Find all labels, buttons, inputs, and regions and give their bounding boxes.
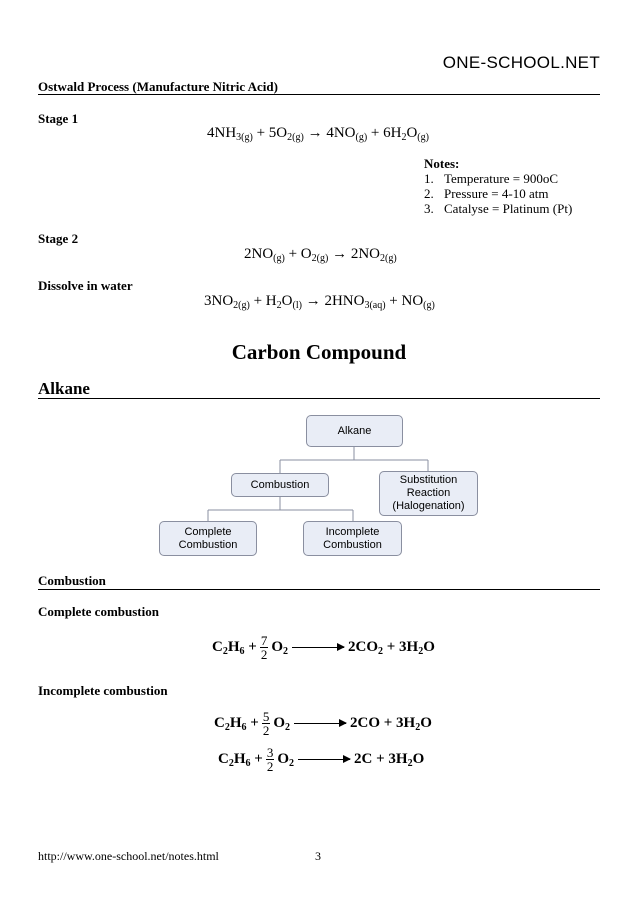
node-complete-combustion: Complete Combustion bbox=[159, 521, 257, 556]
formula-subscript: 2 bbox=[378, 646, 383, 657]
incomplete-equation-1 bbox=[214, 710, 432, 737]
formula-text: 2CO + 3H bbox=[350, 715, 416, 731]
equation-oxygen bbox=[271, 639, 288, 656]
dissolve-label: Dissolve in water bbox=[38, 278, 133, 293]
formula-subscript: (g) bbox=[417, 132, 429, 143]
equation-reactants bbox=[218, 751, 263, 768]
fraction-numerator: 5 bbox=[262, 709, 270, 724]
node-combustion: Combustion bbox=[231, 473, 329, 497]
fraction-denominator: 2 bbox=[262, 723, 270, 738]
stage2-label: Stage 2 bbox=[38, 231, 79, 246]
formula-text: O bbox=[412, 751, 425, 767]
formula-subscript: 2(g) bbox=[233, 300, 250, 311]
formula-text: O bbox=[420, 715, 432, 731]
site-brand: ONE-SCHOOL.NET bbox=[442, 53, 600, 72]
equation-products bbox=[350, 715, 432, 732]
formula-subscript: 2(g) bbox=[287, 132, 304, 143]
formula-subscript: 2 bbox=[401, 132, 407, 143]
formula-subscript: 2 bbox=[289, 758, 294, 769]
formula-subscript: 2 bbox=[285, 722, 290, 733]
formula-subscript: (l) bbox=[292, 300, 302, 311]
section-title: Carbon Compound bbox=[231, 340, 407, 364]
formula-text: O bbox=[273, 715, 285, 731]
formula-text: + bbox=[246, 715, 259, 731]
fraction-numerator: 3 bbox=[266, 745, 274, 760]
note-item: 3. Catalyse = Platinum (Pt) bbox=[424, 201, 573, 216]
reaction-arrow-icon bbox=[294, 723, 346, 724]
formula-subscript: 2(g) bbox=[311, 253, 329, 264]
formula-text: 2CO bbox=[348, 639, 378, 655]
formula-subscript: 2 bbox=[222, 646, 228, 657]
equation-products bbox=[354, 751, 424, 768]
node-incomplete-combustion: Incomplete Combustion bbox=[303, 521, 402, 556]
formula-subscript: 2 bbox=[407, 758, 413, 769]
complete-equation bbox=[212, 634, 435, 661]
combustion-rule bbox=[38, 589, 600, 590]
page-number: 3 bbox=[315, 849, 321, 863]
note-item: 1. Temperature = 900oC bbox=[424, 171, 558, 186]
formula-subscript: 2 bbox=[276, 300, 282, 311]
formula-text: H bbox=[233, 751, 246, 767]
formula-subscript: 2 bbox=[418, 646, 424, 657]
formula-text: + H bbox=[249, 293, 277, 309]
formula-text: O bbox=[277, 751, 289, 767]
reaction-arrow-icon bbox=[292, 647, 344, 648]
formula-text: O bbox=[271, 639, 283, 655]
formula-subscript: 2 bbox=[224, 722, 230, 733]
complete-label: Complete combustion bbox=[38, 604, 159, 619]
equation-oxygen bbox=[277, 751, 294, 768]
formula-text: 2NO bbox=[244, 246, 274, 262]
formula-text: C bbox=[212, 639, 223, 655]
formula-text: → 2HNO bbox=[301, 293, 365, 309]
fraction bbox=[260, 634, 269, 661]
notes-title: Notes: bbox=[424, 156, 460, 171]
note-item: 2. Pressure = 4-10 atm bbox=[424, 186, 549, 201]
formula-subscript: 6 bbox=[239, 646, 245, 657]
formula-text: + O bbox=[284, 246, 312, 262]
combustion-heading: Combustion bbox=[38, 573, 106, 588]
fraction-numerator: 7 bbox=[260, 633, 268, 648]
stage1-label: Stage 1 bbox=[38, 111, 79, 126]
formula-text: + bbox=[250, 751, 263, 767]
fraction-denominator: 2 bbox=[266, 759, 274, 774]
formula-subscript: 3(aq) bbox=[364, 300, 386, 311]
alkane-heading: Alkane bbox=[38, 379, 90, 398]
formula-text: O bbox=[406, 125, 418, 141]
formula-text: + NO bbox=[385, 293, 424, 309]
formula-subscript: 6 bbox=[245, 758, 251, 769]
ostwald-title: Ostwald Process (Manufacture Nitric Acid) bbox=[38, 79, 278, 94]
formula-text: 4NH bbox=[207, 125, 237, 141]
formula-text: → 2NO bbox=[328, 246, 380, 262]
formula-text: 2C + 3H bbox=[354, 751, 408, 767]
formula-subscript: 2 bbox=[228, 758, 234, 769]
formula-text: H bbox=[229, 715, 242, 731]
formula-text: O bbox=[423, 639, 435, 655]
equation-products bbox=[348, 639, 435, 656]
formula-subscript: (g) bbox=[423, 300, 435, 311]
formula-subscript: (g) bbox=[355, 132, 368, 143]
formula-text: 3NO bbox=[204, 293, 234, 309]
formula-text: + 5O bbox=[252, 125, 288, 141]
node-substitution: Substitution Reaction (Halogenation) bbox=[379, 471, 478, 516]
formula-subscript: 2 bbox=[283, 646, 288, 657]
formula-text: C bbox=[218, 751, 229, 767]
formula-text: → 4NO bbox=[303, 125, 356, 141]
incomplete-equation-2 bbox=[218, 746, 424, 773]
footer-url[interactable]: http://www.one-school.net/notes.html bbox=[38, 849, 219, 863]
node-alkane: Alkane bbox=[306, 415, 403, 447]
equation-reactants bbox=[212, 639, 257, 656]
reaction-arrow-icon bbox=[298, 759, 350, 760]
formula-subscript: 6 bbox=[241, 722, 247, 733]
fraction-denominator: 2 bbox=[260, 647, 268, 662]
fraction bbox=[266, 746, 275, 773]
formula-text: + 3H bbox=[383, 639, 419, 655]
formula-text: + 6H bbox=[367, 125, 402, 141]
formula-subscript: 2 bbox=[415, 722, 421, 733]
formula-text: + bbox=[244, 639, 257, 655]
fraction bbox=[262, 710, 271, 737]
formula-subscript: 2(g) bbox=[379, 253, 397, 264]
formula-text: H bbox=[227, 639, 240, 655]
formula-subscript: (g) bbox=[273, 253, 285, 264]
formula-text: C bbox=[214, 715, 225, 731]
formula-subscript: 3(g) bbox=[236, 132, 253, 143]
equation-reactants bbox=[214, 715, 259, 732]
equation-oxygen bbox=[273, 715, 290, 732]
incomplete-label: Incomplete combustion bbox=[38, 683, 168, 698]
formula-text: O bbox=[281, 293, 293, 309]
